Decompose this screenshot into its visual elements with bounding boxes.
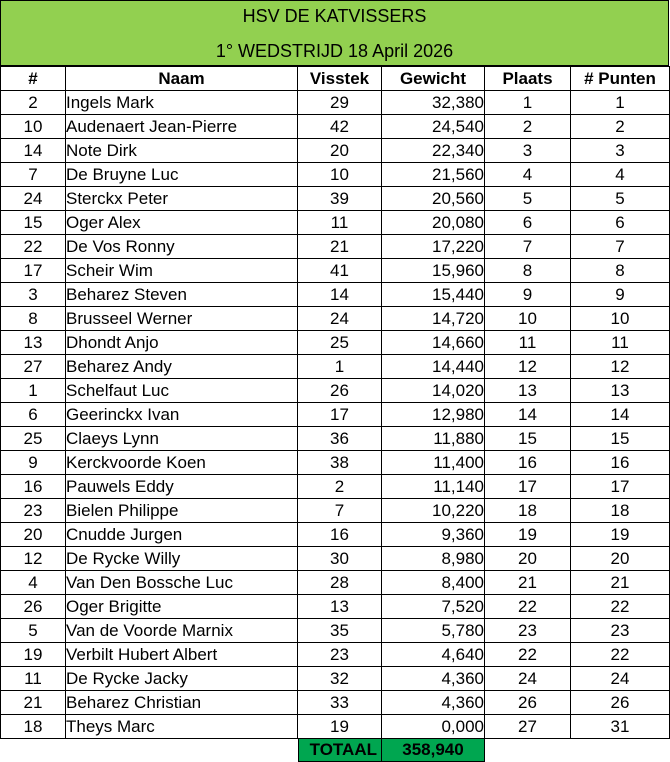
cell-gewicht: 8,400 — [382, 571, 485, 595]
cell-name: Geerinckx Ivan — [66, 403, 298, 427]
table-row — [1, 619, 670, 643]
cell-plaats: 19 — [485, 523, 571, 547]
cell-plaats: 24 — [485, 667, 571, 691]
cell-name: De Bruyne Luc — [66, 163, 298, 187]
cell-plaats: 11 — [485, 331, 571, 355]
cell-visstek: 38 — [298, 451, 382, 475]
cell-punten: 12 — [571, 355, 670, 379]
cell-name: Kerckvoorde Koen — [66, 451, 298, 475]
cell-gewicht: 14,020 — [382, 379, 485, 403]
cell-gewicht: 11,400 — [382, 451, 485, 475]
cell-visstek: 29 — [298, 91, 382, 115]
cell-gewicht: 14,440 — [382, 355, 485, 379]
cell-gewicht: 22,340 — [382, 139, 485, 163]
competition-subtitle: 1° WEDSTRIJD 18 April 2026 — [215, 41, 454, 61]
club-title: HSV DE KATVISSERS — [242, 6, 427, 26]
cell-name: Schelfaut Luc — [66, 379, 298, 403]
cell-visstek: 30 — [298, 547, 382, 571]
cell-plaats: 5 — [485, 187, 571, 211]
cell-punten: 2 — [571, 115, 670, 139]
cell-gewicht: 17,220 — [382, 235, 485, 259]
table-row — [1, 667, 670, 691]
table-row — [1, 163, 670, 187]
cell-punten: 26 — [571, 691, 670, 715]
cell-visstek: 41 — [298, 259, 382, 283]
cell-name: Theys Marc — [66, 715, 298, 739]
column-header-punten: # Punten — [571, 67, 670, 91]
cell-visstek: 42 — [298, 115, 382, 139]
cell-plaats: 21 — [485, 571, 571, 595]
cell-punten: 11 — [571, 331, 670, 355]
table-row — [1, 643, 670, 667]
cell-plaats: 13 — [485, 379, 571, 403]
cell-punten: 15 — [571, 427, 670, 451]
cell-gewicht: 24,540 — [382, 115, 485, 139]
cell-punten: 5 — [571, 187, 670, 211]
cell-number: 6 — [1, 403, 66, 427]
cell-visstek: 13 — [298, 595, 382, 619]
cell-name: Brusseel Werner — [66, 307, 298, 331]
cell-punten: 9 — [571, 283, 670, 307]
cell-visstek: 11 — [298, 211, 382, 235]
cell-number: 21 — [1, 691, 66, 715]
results-body — [1, 91, 670, 739]
cell-plaats: 6 — [485, 211, 571, 235]
table-row — [1, 355, 670, 379]
cell-visstek: 28 — [298, 571, 382, 595]
cell-gewicht: 5,780 — [382, 619, 485, 643]
cell-plaats: 23 — [485, 619, 571, 643]
cell-plaats: 18 — [485, 499, 571, 523]
cell-number: 13 — [1, 331, 66, 355]
cell-visstek: 10 — [298, 163, 382, 187]
cell-number: 15 — [1, 211, 66, 235]
header-row — [1, 67, 670, 91]
cell-visstek: 14 — [298, 283, 382, 307]
cell-gewicht: 4,640 — [382, 643, 485, 667]
cell-visstek: 39 — [298, 187, 382, 211]
cell-number: 24 — [1, 187, 66, 211]
cell-gewicht: 4,360 — [382, 667, 485, 691]
cell-punten: 17 — [571, 475, 670, 499]
cell-punten: 4 — [571, 163, 670, 187]
cell-visstek: 1 — [298, 355, 382, 379]
cell-gewicht: 8,980 — [382, 547, 485, 571]
cell-visstek: 19 — [298, 715, 382, 739]
table-row — [1, 379, 670, 403]
cell-punten: 20 — [571, 547, 670, 571]
results-table — [0, 66, 670, 739]
cell-gewicht: 21,560 — [382, 163, 485, 187]
cell-punten: 31 — [571, 715, 670, 739]
table-row — [1, 211, 670, 235]
cell-gewicht: 11,880 — [382, 427, 485, 451]
cell-visstek: 32 — [298, 667, 382, 691]
cell-punten: 8 — [571, 259, 670, 283]
cell-plaats: 27 — [485, 715, 571, 739]
table-row — [1, 571, 670, 595]
cell-gewicht: 4,360 — [382, 691, 485, 715]
column-header-plaats: Plaats — [485, 67, 571, 91]
total-label: TOTAAL — [298, 738, 382, 762]
cell-plaats: 1 — [485, 91, 571, 115]
table-row — [1, 499, 670, 523]
cell-gewicht: 14,720 — [382, 307, 485, 331]
cell-gewicht: 32,380 — [382, 91, 485, 115]
table-row — [1, 451, 670, 475]
table-row — [1, 403, 670, 427]
cell-punten: 19 — [571, 523, 670, 547]
cell-number: 17 — [1, 259, 66, 283]
cell-number: 2 — [1, 91, 66, 115]
cell-punten: 21 — [571, 571, 670, 595]
cell-punten: 7 — [571, 235, 670, 259]
cell-gewicht: 15,440 — [382, 283, 485, 307]
cell-name: Dhondt Anjo — [66, 331, 298, 355]
cell-plaats: 16 — [485, 451, 571, 475]
cell-number: 19 — [1, 643, 66, 667]
cell-punten: 14 — [571, 403, 670, 427]
cell-visstek: 25 — [298, 331, 382, 355]
cell-plaats: 7 — [485, 235, 571, 259]
cell-plaats: 10 — [485, 307, 571, 331]
cell-number: 26 — [1, 595, 66, 619]
cell-visstek: 23 — [298, 643, 382, 667]
table-row — [1, 475, 670, 499]
cell-visstek: 24 — [298, 307, 382, 331]
cell-visstek: 20 — [298, 139, 382, 163]
cell-visstek: 17 — [298, 403, 382, 427]
table-row — [1, 139, 670, 163]
cell-visstek: 16 — [298, 523, 382, 547]
cell-plaats: 9 — [485, 283, 571, 307]
column-header-visstek: Visstek — [298, 67, 382, 91]
cell-name: Claeys Lynn — [66, 427, 298, 451]
cell-plaats: 8 — [485, 259, 571, 283]
column-header-name: Naam — [66, 67, 298, 91]
cell-plaats: 15 — [485, 427, 571, 451]
cell-name: Sterckx Peter — [66, 187, 298, 211]
cell-number: 22 — [1, 235, 66, 259]
cell-name: De Rycke Willy — [66, 547, 298, 571]
cell-number: 3 — [1, 283, 66, 307]
cell-number: 18 — [1, 715, 66, 739]
cell-plaats: 17 — [485, 475, 571, 499]
cell-plaats: 14 — [485, 403, 571, 427]
cell-number: 12 — [1, 547, 66, 571]
cell-punten: 3 — [571, 139, 670, 163]
cell-gewicht: 14,660 — [382, 331, 485, 355]
cell-punten: 10 — [571, 307, 670, 331]
cell-punten: 23 — [571, 619, 670, 643]
cell-number: 16 — [1, 475, 66, 499]
cell-visstek: 36 — [298, 427, 382, 451]
cell-gewicht: 20,080 — [382, 211, 485, 235]
cell-name: Ingels Mark — [66, 91, 298, 115]
table-row — [1, 283, 670, 307]
cell-plaats: 26 — [485, 691, 571, 715]
cell-number: 4 — [1, 571, 66, 595]
cell-number: 8 — [1, 307, 66, 331]
cell-visstek: 21 — [298, 235, 382, 259]
cell-plaats: 20 — [485, 547, 571, 571]
cell-name: Oger Alex — [66, 211, 298, 235]
cell-visstek: 26 — [298, 379, 382, 403]
cell-name: Cnudde Jurgen — [66, 523, 298, 547]
cell-name: Oger Brigitte — [66, 595, 298, 619]
cell-number: 27 — [1, 355, 66, 379]
cell-punten: 22 — [571, 595, 670, 619]
table-row — [1, 523, 670, 547]
cell-gewicht: 9,360 — [382, 523, 485, 547]
cell-number: 9 — [1, 451, 66, 475]
table-row — [1, 115, 670, 139]
cell-name: Audenaert Jean-Pierre — [66, 115, 298, 139]
cell-visstek: 33 — [298, 691, 382, 715]
cell-number: 1 — [1, 379, 66, 403]
cell-number: 14 — [1, 139, 66, 163]
cell-name: Beharez Christian — [66, 691, 298, 715]
cell-number: 23 — [1, 499, 66, 523]
table-row — [1, 427, 670, 451]
cell-name: Beharez Steven — [66, 283, 298, 307]
cell-punten: 6 — [571, 211, 670, 235]
cell-punten: 22 — [571, 643, 670, 667]
cell-number: 20 — [1, 523, 66, 547]
cell-gewicht: 11,140 — [382, 475, 485, 499]
cell-number: 11 — [1, 667, 66, 691]
cell-name: Verbilt Hubert Albert — [66, 643, 298, 667]
table-row — [1, 691, 670, 715]
table-row — [1, 187, 670, 211]
cell-gewicht: 15,960 — [382, 259, 485, 283]
total-weight: 358,940 — [381, 738, 485, 762]
cell-gewicht: 20,560 — [382, 187, 485, 211]
table-row — [1, 715, 670, 739]
cell-name: Scheir Wim — [66, 259, 298, 283]
table-row — [1, 595, 670, 619]
cell-name: Beharez Andy — [66, 355, 298, 379]
cell-plaats: 3 — [485, 139, 571, 163]
cell-gewicht: 12,980 — [382, 403, 485, 427]
cell-number: 5 — [1, 619, 66, 643]
table-row — [1, 547, 670, 571]
cell-punten: 1 — [571, 91, 670, 115]
cell-name: Van Den Bossche Luc — [66, 571, 298, 595]
cell-punten: 18 — [571, 499, 670, 523]
cell-plaats: 12 — [485, 355, 571, 379]
cell-visstek: 7 — [298, 499, 382, 523]
cell-name: Van de Voorde Marnix — [66, 619, 298, 643]
cell-number: 25 — [1, 427, 66, 451]
table-row — [1, 331, 670, 355]
cell-gewicht: 7,520 — [382, 595, 485, 619]
cell-punten: 16 — [571, 451, 670, 475]
cell-name: Bielen Philippe — [66, 499, 298, 523]
cell-plaats: 2 — [485, 115, 571, 139]
table-row — [1, 307, 670, 331]
cell-name: Pauwels Eddy — [66, 475, 298, 499]
table-row — [1, 235, 670, 259]
cell-visstek: 2 — [298, 475, 382, 499]
cell-name: De Vos Ronny — [66, 235, 298, 259]
cell-number: 7 — [1, 163, 66, 187]
cell-punten: 13 — [571, 379, 670, 403]
cell-name: Note Dirk — [66, 139, 298, 163]
table-row — [1, 259, 670, 283]
cell-name: De Rycke Jacky — [66, 667, 298, 691]
cell-gewicht: 0,000 — [382, 715, 485, 739]
cell-punten: 24 — [571, 667, 670, 691]
cell-number: 10 — [1, 115, 66, 139]
column-header-gewicht: Gewicht — [382, 67, 485, 91]
cell-visstek: 35 — [298, 619, 382, 643]
cell-plaats: 22 — [485, 595, 571, 619]
table-row — [1, 91, 670, 115]
cell-gewicht: 10,220 — [382, 499, 485, 523]
cell-plaats: 4 — [485, 163, 571, 187]
title-banner — [0, 0, 669, 66]
column-header-number: # — [1, 67, 66, 91]
cell-plaats: 22 — [485, 643, 571, 667]
